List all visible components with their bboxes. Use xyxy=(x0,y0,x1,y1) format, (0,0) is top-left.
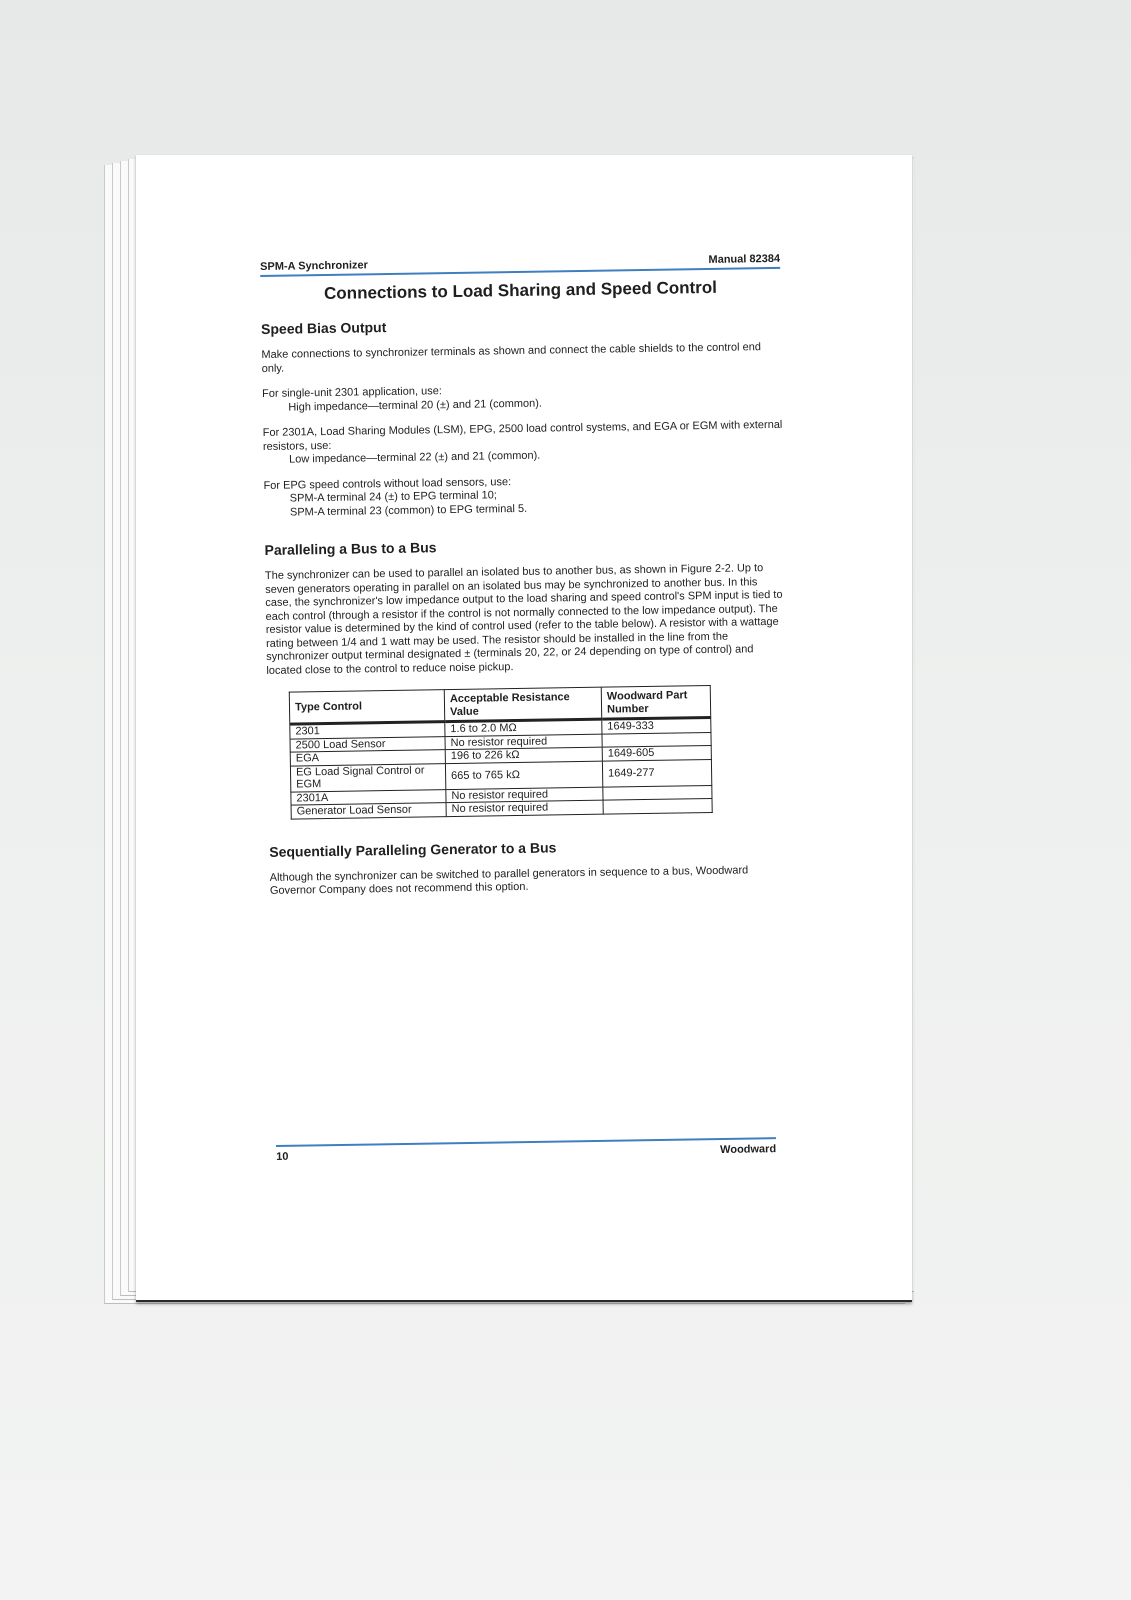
table-cell: 1649-333 xyxy=(602,717,711,733)
paragraph: Although the synchronizer can be switched to parallel generators in sequence to a bus, Woodward Governor Company does not recommend this option. xyxy=(269,863,749,897)
paragraph: Make connections to synchronizer terminals as shown and connect the cable shields to the control end only. xyxy=(261,341,762,375)
paragraph-intro: For 2301A, Load Sharing Modules (LSM), EPG, 2500 load control systems, and EGA or EGM with external resistors, use: xyxy=(262,418,783,453)
section-paralleling-bus-to-bus xyxy=(264,534,788,820)
table-header-cell: Acceptable Resistance Value xyxy=(444,687,601,721)
paragraph: The synchronizer can be used to parallel an isolated bus to another bus, as shown in Figure 2-2. Up to seven generators operating in parallel on an isolated bus may be synchronized to another bus. In this case, the synchronizer's low impedance output to the load sharing and speed control's SPM input is tied to each control (through a resistor if the control is not normally connected to the low impedance output). The resistor value is determined by the kind of control used (refer to the table below). A resistor with a wattage rating between 1/4 and 1 watt may be used. The resistor should be installed in the line from the synchronizer output terminal designated ± (terminals 20, 22, or 24 depending on type of control) and located close to the control to reduce noise pickup. xyxy=(264,562,783,677)
table-cell: 2500 Load Sensor xyxy=(290,736,445,752)
section-heading: Sequentially Paralleling Generator to a Bus xyxy=(269,838,557,860)
page-number: 10 xyxy=(276,1150,289,1163)
table-cell: No resistor required xyxy=(446,787,603,803)
page-title: Connections to Load Sharing and Speed Control xyxy=(323,277,718,303)
header-manual-number: Manual 82384 xyxy=(708,252,781,266)
section-sequential-paralleling xyxy=(269,835,790,898)
table-cell: No resistor required xyxy=(445,734,602,750)
paragraph-intro: For EPG speed controls without load sensors, use: xyxy=(263,475,512,492)
running-header xyxy=(260,253,780,277)
page-content xyxy=(260,253,790,911)
table-cell xyxy=(603,798,712,813)
paragraph-intro: For single-unit 2301 application, use: xyxy=(261,385,442,400)
table-cell: 2301 xyxy=(290,722,445,739)
paragraph xyxy=(263,419,784,468)
section-speed-bias-output xyxy=(261,313,784,520)
indented-line: SPM-A terminal 23 (common) to EPG terminal 5. xyxy=(289,502,528,519)
paragraph xyxy=(262,380,782,415)
header-doc-title: SPM-A Synchronizer xyxy=(260,259,368,273)
resistance-table xyxy=(289,685,713,819)
table-cell: Generator Load Sensor xyxy=(291,803,446,819)
table-cell: 1649-277 xyxy=(602,759,711,787)
page-footer xyxy=(276,1137,776,1163)
table-cell: 1649-605 xyxy=(602,745,711,760)
table-cell: 2301A xyxy=(291,789,446,805)
document-page xyxy=(136,155,912,1302)
table-cell: 196 to 226 kΩ xyxy=(445,747,602,763)
table-cell: EG Load Signal Control or EGM xyxy=(290,763,445,791)
footer-brand: Woodward xyxy=(720,1143,777,1157)
table-cell: EGA xyxy=(290,750,445,766)
table-cell: 1.6 to 2.0 MΩ xyxy=(445,719,602,736)
section-heading: Paralleling a Bus to a Bus xyxy=(264,539,437,558)
section-heading: Speed Bias Output xyxy=(260,319,387,337)
table-cell: No resistor required xyxy=(446,800,603,816)
paragraph xyxy=(263,471,784,520)
table-header-cell: Woodward Part Number xyxy=(601,685,710,719)
indented-line: Low impedance—terminal 22 (±) and 21 (common). xyxy=(289,449,541,466)
table-header-cell: Type Control xyxy=(289,690,444,724)
table-cell: 665 to 765 kΩ xyxy=(445,761,602,789)
indented-line: High impedance—terminal 20 (±) and 21 (common). xyxy=(288,397,543,414)
indented-line: SPM-A terminal 24 (±) to EPG terminal 10; xyxy=(289,489,497,505)
